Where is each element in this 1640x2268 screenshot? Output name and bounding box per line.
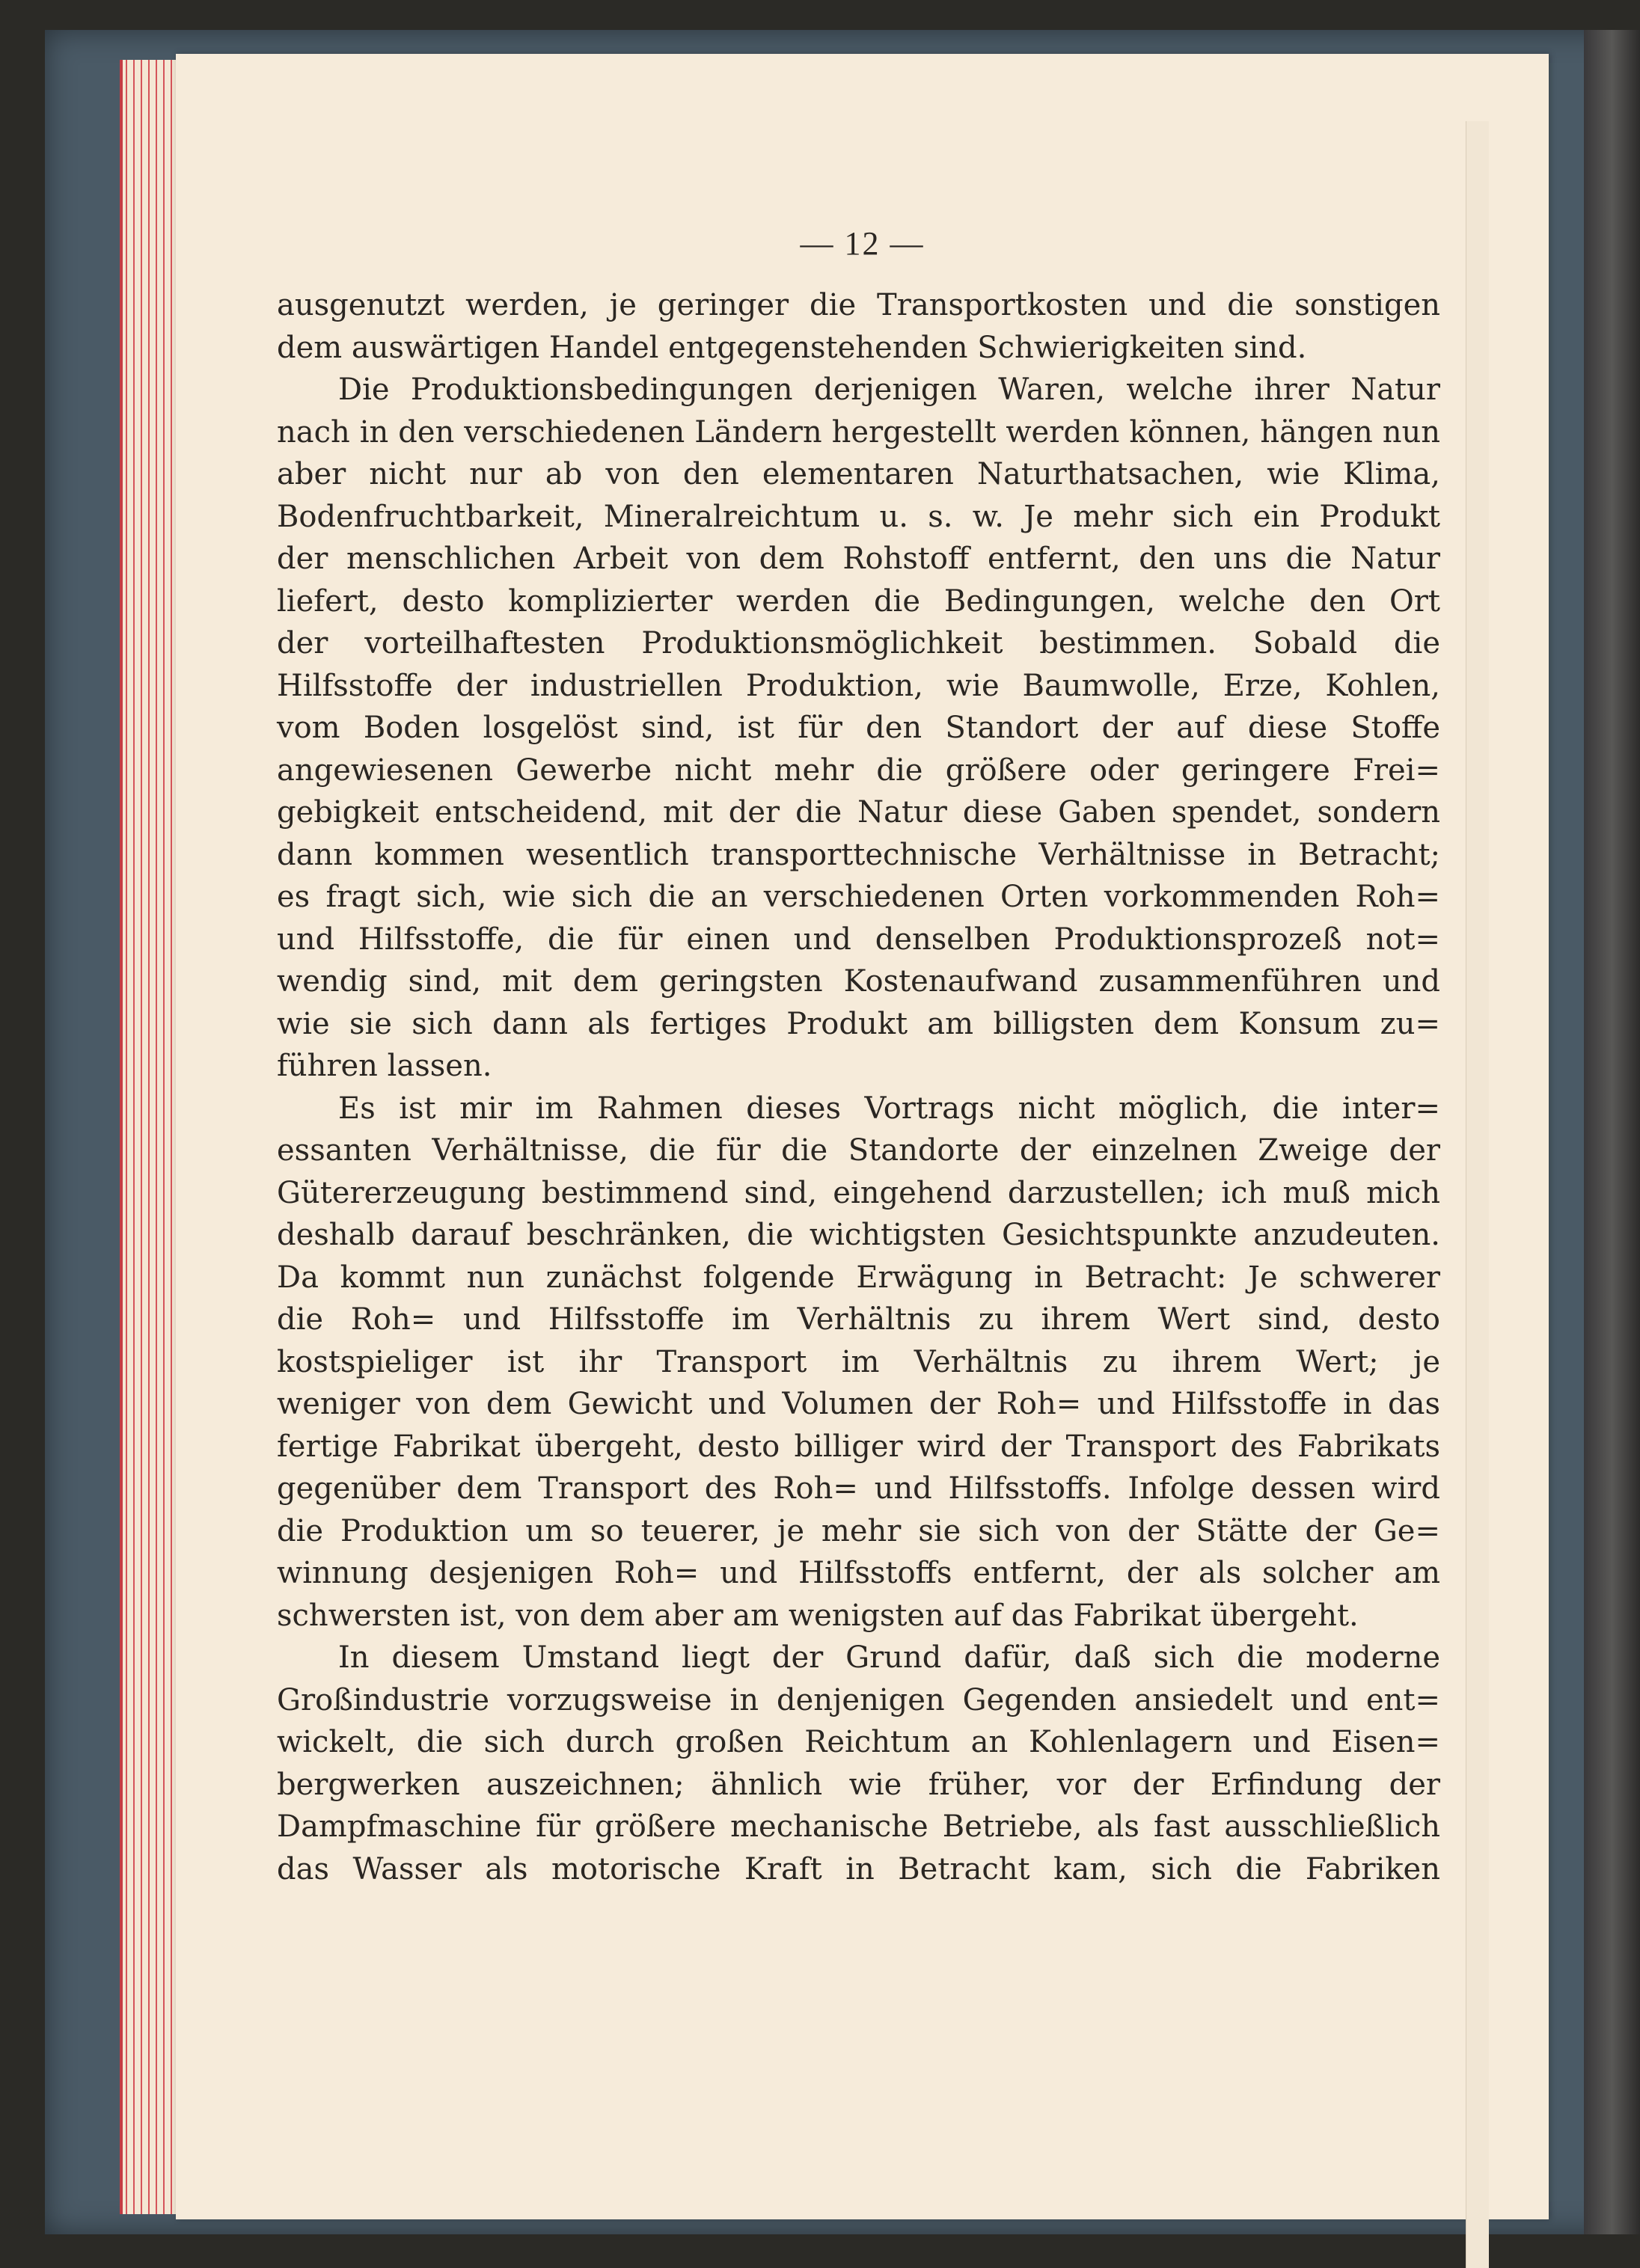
text-line: essanten Verhältnisse, die für die Standorte der einzelnen Zweige der [277, 1133, 1440, 1168]
text-line: gegenüber dem Transport des Roh= und Hilfsstoffs. Infolge dessen wird [277, 1471, 1440, 1506]
text-line: das Wasser als motorische Kraft in Betracht kam, sich die Fabriken [277, 1851, 1440, 1887]
text-line: nach in den verschiedenen Ländern hergestellt werden können, hängen nun [277, 414, 1440, 450]
text-line: aber nicht nur ab von den elementaren Naturthatsachen, wie Klima, [277, 457, 1440, 491]
text-line: vom Boden losgelöst sind, ist für den Standort der auf diese Stoffe [277, 711, 1440, 745]
book-fore-edge [1584, 30, 1640, 2234]
text-line: und Hilfsstoffe, die für einen und denselben Produktionsprozeß not= [277, 922, 1440, 957]
text-line: der vorteilhaftesten Produktionsmöglichkeit bestimmen. Sobald die [277, 626, 1440, 661]
text-line: winnung desjenigen Roh= und Hilfsstoffs entfernt, der als solcher am [277, 1556, 1440, 1590]
text-line: deshalb darauf beschränken, die wichtigsten Gesichtspunkte anzudeuten. [277, 1218, 1440, 1252]
text-line: angewiesenen Gewerbe nicht mehr die größere oder geringere Frei= [277, 753, 1440, 788]
facing-page-edge [1466, 121, 1489, 2268]
text-line: gebigkeit entscheidend, mit der die Natur diese Gaben spendet, sondern [277, 795, 1440, 830]
text-line: Großindustrie vorzugsweise in denjenigen Gegenden ansiedelt und ent= [277, 1682, 1440, 1717]
text-line: die Roh= und Hilfsstoffe im Verhältnis zu ihrem Wert sind, desto [277, 1302, 1440, 1337]
text-line: es fragt sich, wie sich die an verschiedenen Orten vorkommenden Roh= [277, 880, 1440, 914]
text-line: weniger von dem Gewicht und Volumen der Roh= und Hilfsstoffe in das [277, 1387, 1440, 1421]
text-line: Die Produktionsbedingungen derjenigen Waren, welche ihrer Natur [338, 373, 1440, 407]
body-text [277, 284, 1440, 1890]
text-line: Gütererzeugung bestimmend sind, eingehend darzustellen; ich muß mich [277, 1175, 1440, 1210]
text-line: Es ist mir im Rahmen dieses Vortrags nicht möglich, die inter= [338, 1091, 1440, 1126]
text-line: ausgenutzt werden, je geringer die Transportkosten und die sonstigen [277, 288, 1440, 322]
text-line: liefert, desto komplizierter werden die Bedingungen, welche den Ort [277, 583, 1440, 619]
text-line: wendig sind, mit dem geringsten Kostenaufwand zusammenführen und [277, 964, 1440, 999]
text-line: bergwerken auszeichnen; ähnlich wie früher, vor der Erfindung der [277, 1767, 1440, 1802]
text-line: Bodenfruchtbarkeit, Mineralreichtum u. s. w. Je mehr sich ein Produkt [277, 499, 1440, 534]
text-line: der menschlichen Arbeit von dem Rohstoff entfernt, den uns die Natur [277, 542, 1440, 576]
text-line: Dampfmaschine für größere mechanische Betriebe, als fast ausschließlich [277, 1809, 1440, 1844]
text-line: Da kommt nun zunächst folgende Erwägung in Betracht: Je schwerer [277, 1260, 1440, 1295]
text-line: dem auswärtigen Handel entgegenstehenden Schwierigkeiten sind. [277, 330, 1307, 365]
page-number: — 12 — [800, 225, 925, 262]
text-line: wie sie sich dann als fertiges Produkt am billigsten dem Konsum zu= [277, 1006, 1440, 1041]
text-line: die Produktion um so teuerer, je mehr sie sich von der Stätte der Ge= [277, 1513, 1440, 1548]
text-line: schwersten ist, von dem aber am wenigsten auf das Fabrikat übergeht. [277, 1598, 1359, 1633]
text-line: wickelt, die sich durch großen Reichtum an Kohlenlagern und Eisen= [277, 1725, 1440, 1759]
text-line: kostspieliger ist ihr Transport im Verhältnis zu ihrem Wert; je [277, 1344, 1440, 1379]
text-line: Hilfsstoffe der industriellen Produktion, wie Baumwolle, Erze, Kohlen, [277, 668, 1440, 703]
text-line: In diesem Umstand liegt der Grund dafür, daß sich die moderne [338, 1640, 1440, 1675]
text-line: dann kommen wesentlich transporttechnische Verhältnisse in Betracht; [277, 837, 1440, 872]
text-line: führen lassen. [277, 1049, 492, 1083]
text-line: fertige Fabrikat übergeht, desto billiger wird der Transport des Fabrikats [277, 1429, 1440, 1464]
